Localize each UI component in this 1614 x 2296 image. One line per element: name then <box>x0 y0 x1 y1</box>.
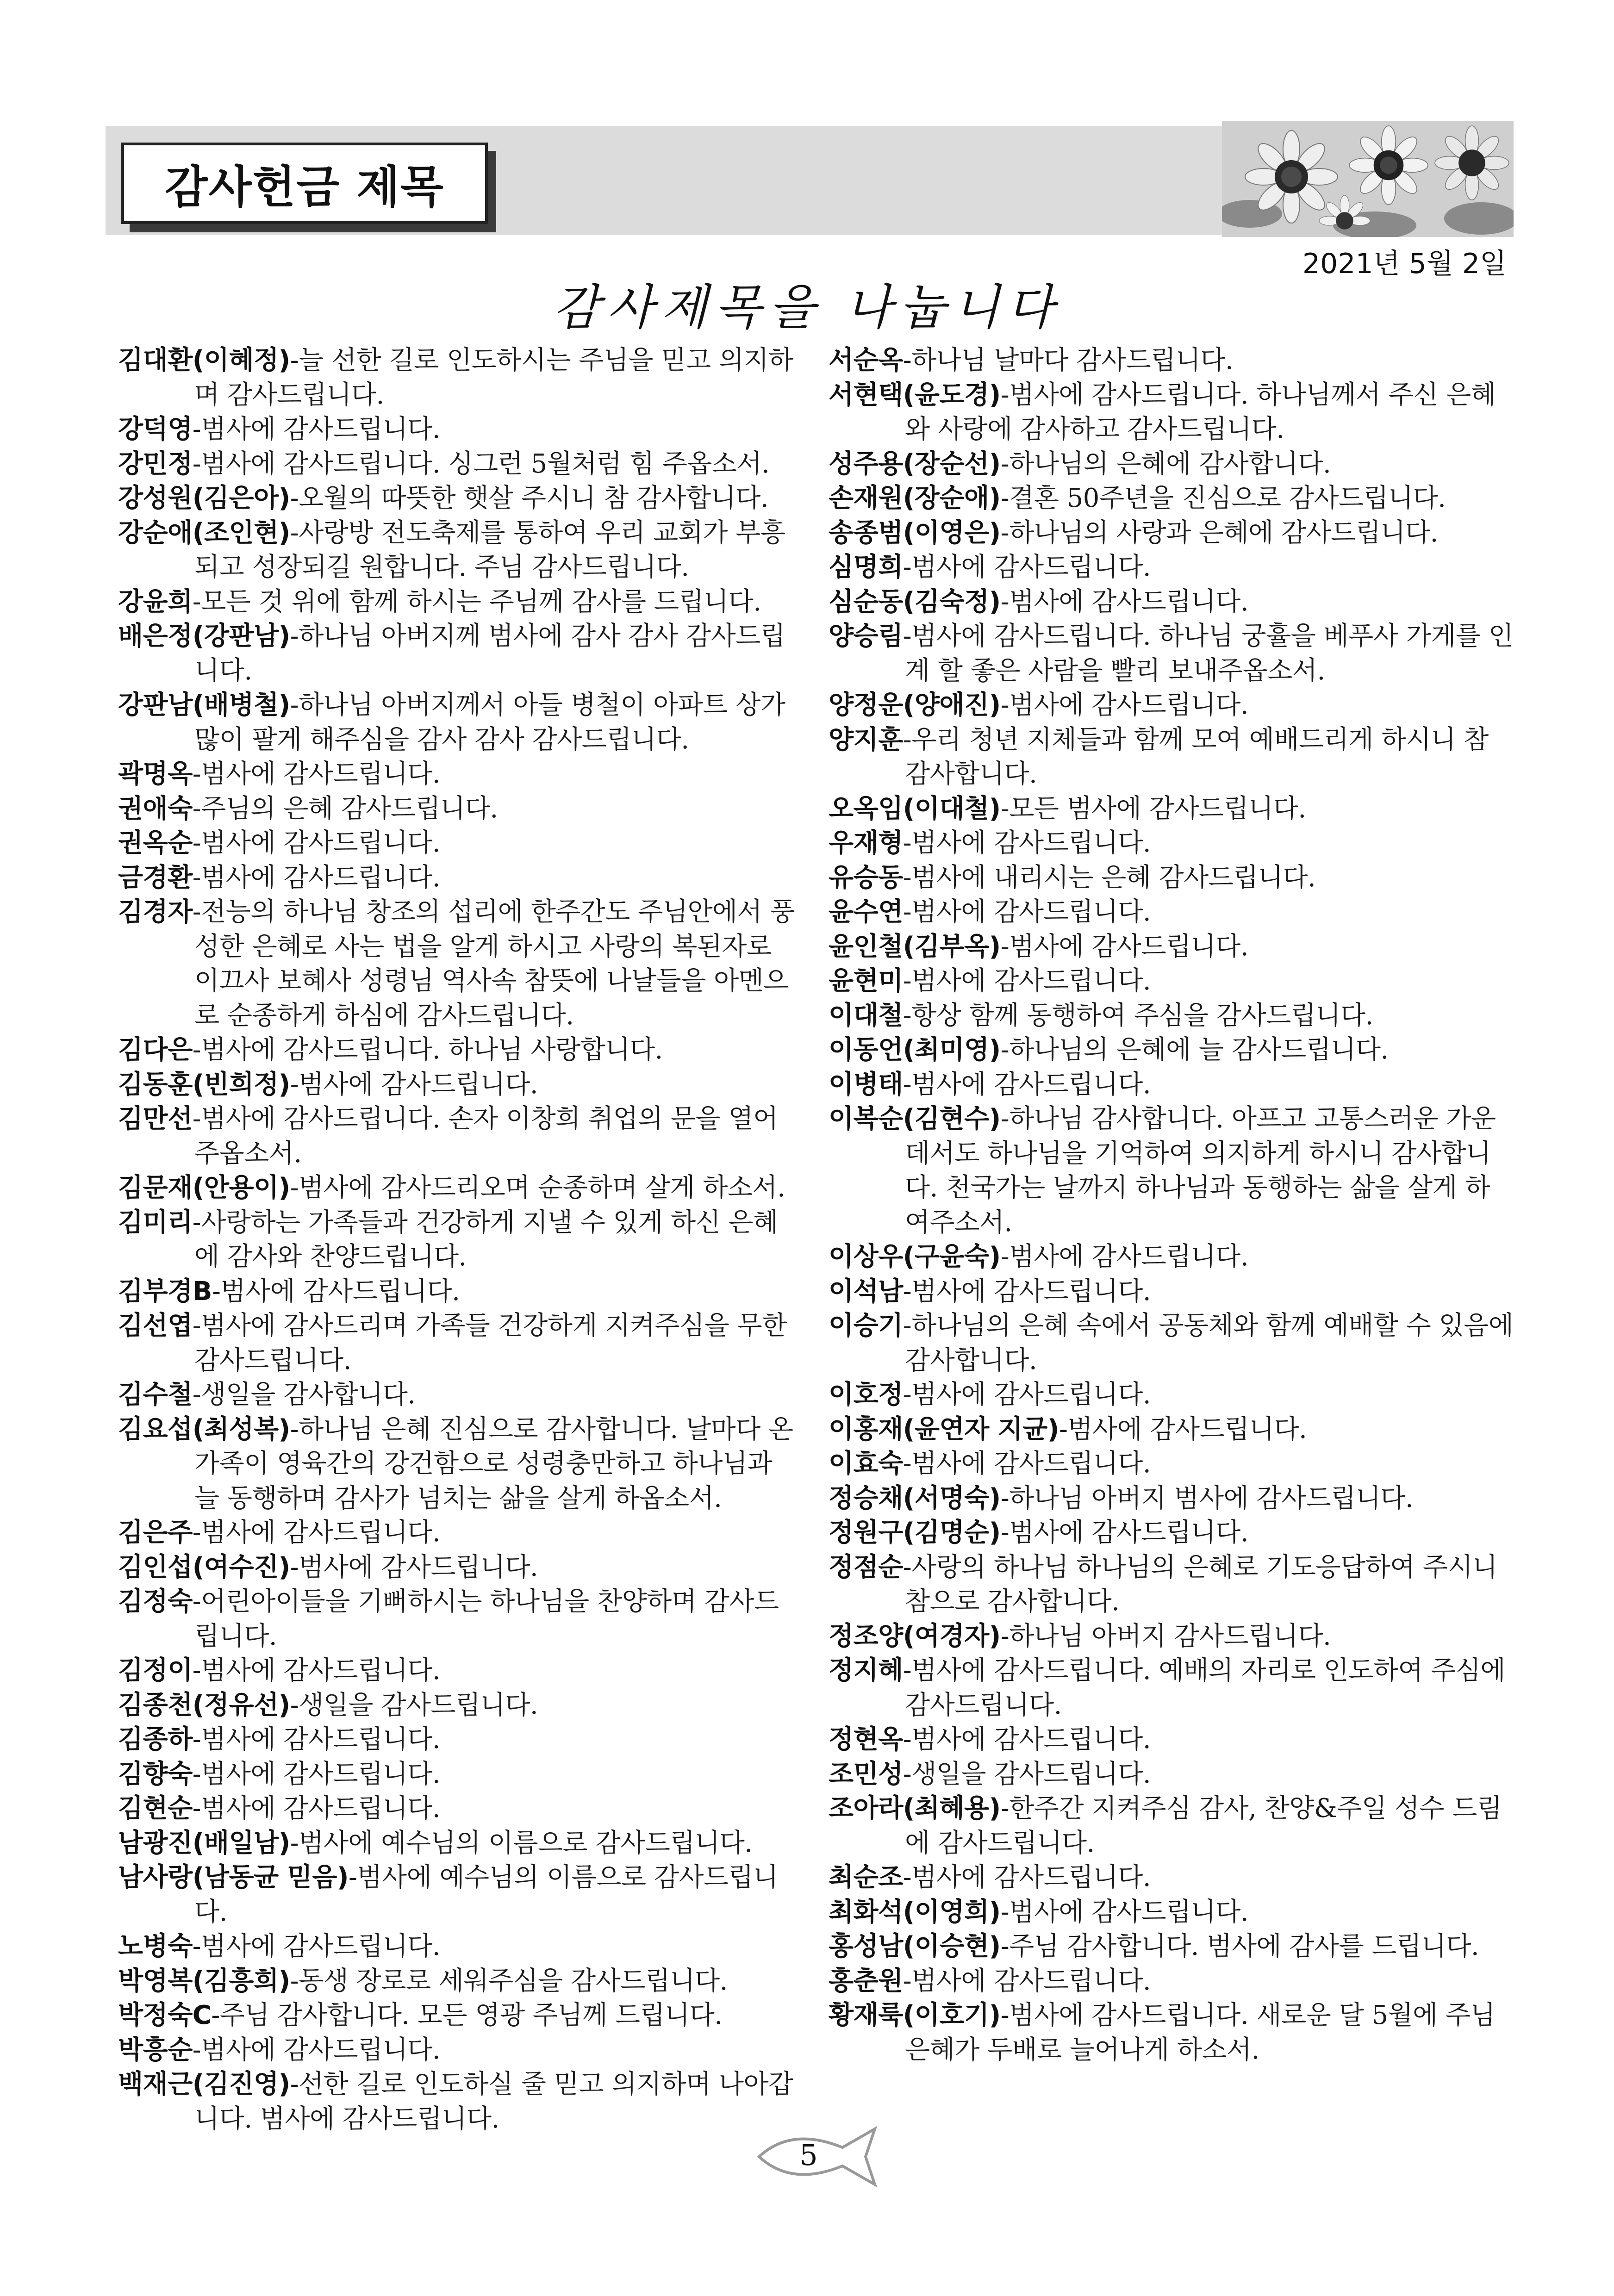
entry-name: 윤인철(김부옥) <box>829 931 1001 962</box>
thanks-entry <box>118 1964 798 1999</box>
entry-name: 김현순 <box>118 1793 193 1823</box>
entry-text: -범사에 감사드립니다. 손자 이창희 취업의 문을 열어주옵소서. <box>192 1104 778 1169</box>
entry-name: 노병숙 <box>118 1931 193 1961</box>
thanks-entry <box>829 1516 1514 1550</box>
thanks-entry <box>118 1585 798 1654</box>
entry-name: 김종천(정유선) <box>118 1690 290 1720</box>
entry-text: -범사에 감사드립니다. <box>903 1380 1151 1410</box>
thanks-entry <box>829 1102 1514 1240</box>
entry-text: -주님 감사합니다. 모든 영광 주님께 드립니다. <box>211 2000 723 2030</box>
entry-text: -범사에 감사드립니다. 새로운 달 5월에 주님 은혜가 두배로 늘어나게 하소서. <box>905 2000 1496 2065</box>
entry-name: 박정숙C <box>118 2000 212 2030</box>
thanks-entry <box>118 343 798 412</box>
entry-name: 김문재(안용이) <box>118 1173 290 1203</box>
entry-name: 강민정 <box>118 448 193 479</box>
entry-name: 김정숙 <box>118 1587 193 1617</box>
entry-text: -범사에 감사드립니다. <box>903 966 1151 996</box>
entry-name: 권애숙 <box>118 793 193 824</box>
entry-text: -범사에 감사드립니다. <box>1000 690 1249 720</box>
entry-name: 윤현미 <box>829 966 903 996</box>
thanks-entry <box>829 1860 1514 1895</box>
entry-text: -생일을 감사드립니다. <box>903 1759 1151 1789</box>
entry-name: 조민성 <box>829 1759 903 1789</box>
thanks-entry <box>829 1309 1514 1378</box>
entry-text: -범사에 예수님의 이름으로 감사드립니다. <box>194 1862 778 1927</box>
entry-name: 이호정 <box>829 1380 903 1410</box>
entry-name: 남사랑(남동균 믿음) <box>118 1862 349 1892</box>
entry-text: -범사에 감사드립니다. <box>1000 1242 1249 1272</box>
entry-name: 심순동(김숙정) <box>829 586 1001 617</box>
thanks-entry <box>829 964 1514 999</box>
entry-name: 이대철 <box>829 1000 903 1031</box>
thanks-entry <box>829 1550 1514 1619</box>
thanks-entry <box>829 481 1514 516</box>
thanks-entry <box>829 1792 1514 1860</box>
entry-text: -범사에 예수님의 이름으로 감사드립니다. <box>290 1828 753 1858</box>
entry-name: 홍춘원 <box>829 1966 903 1996</box>
entry-text: -사랑방 전도축제를 통하여 우리 교회가 부흥되고 성장되길 원합니다. 주님 감사드립니다. <box>194 517 785 582</box>
thanks-entry <box>829 826 1514 861</box>
thanks-entry <box>118 1275 798 1309</box>
thanks-entry <box>118 826 798 861</box>
entry-name: 강성원(김은아) <box>118 483 290 513</box>
thanks-entry <box>829 343 1514 378</box>
entry-name: 이동언(최미영) <box>829 1035 1001 1065</box>
section-title: 감사헌금 제목 <box>165 161 444 213</box>
entry-text: -범사에 감사드립니다. <box>1000 586 1249 617</box>
thanks-entry <box>829 895 1514 930</box>
thanks-entry <box>829 1033 1514 1068</box>
thanks-entry <box>829 550 1514 585</box>
entry-name: 남광진(배일남) <box>118 1828 290 1858</box>
entry-text: -범사에 감사드립니다. <box>1000 931 1249 962</box>
entry-text: -선한 길로 인도하실 줄 믿고 의지하며 나아갑니다. 범사에 감사드립니다. <box>194 2069 793 2134</box>
thanks-entry <box>118 895 798 1033</box>
thanks-entry <box>118 1688 798 1723</box>
thanks-entry <box>118 481 798 516</box>
entry-text: -결혼 50주년을 진심으로 감사드립니다. <box>1000 483 1446 513</box>
section-title-box <box>121 143 488 224</box>
entry-name: 오옥임(이대철) <box>829 793 1001 824</box>
entry-text: -항상 함께 동행하여 주심을 감사드립니다. <box>903 1000 1373 1031</box>
entry-text: -사랑하는 가족들과 건강하게 지낼 수 있게 하신 은혜에 감사와 찬양드립니다. <box>192 1207 778 1272</box>
entry-text: -범사에 감사드립니다. 예배의 자리로 인도하여 주심에 감사드립니다. <box>903 1655 1506 1720</box>
entry-text: -하나님의 은혜에 감사합니다. <box>1000 448 1331 479</box>
entry-text: -하나님 아버지께 범사에 감사 감사 감사드립니다. <box>194 621 785 686</box>
thanks-entry <box>118 412 798 447</box>
entry-text: -사랑의 하나님 하나님의 은혜로 기도응답하여 주시니 참으로 감사합니다. <box>903 1552 1497 1617</box>
thanks-entry <box>829 1654 1514 1723</box>
entry-text: -하나님 아버지 범사에 감사드립니다. <box>1000 1483 1414 1513</box>
entry-name: 김인섭(여수진) <box>118 1552 290 1582</box>
entry-text: -범사에 감사드립니다. <box>192 1724 441 1755</box>
thanks-entry <box>118 1792 798 1826</box>
entry-name: 서순옥 <box>829 345 903 375</box>
thanks-entry <box>118 1171 798 1206</box>
entry-text: -범사에 감사드립니다. <box>290 1069 538 1100</box>
entry-text: -하나님의 은혜에 늘 감사드립니다. <box>1000 1035 1389 1065</box>
thanks-entry <box>118 447 798 482</box>
thanks-entry <box>829 930 1514 964</box>
entry-name: 김정이 <box>118 1655 193 1686</box>
entry-text: -범사에 내리시는 은혜 감사드립니다. <box>903 862 1316 893</box>
entry-text: -하나님의 사랑과 은혜에 감사드립니다. <box>1000 517 1438 548</box>
entry-name: 이승기 <box>829 1311 903 1341</box>
entry-name: 강판남(배병철) <box>118 690 290 720</box>
entry-name: 박흥순 <box>118 2035 193 2065</box>
thanks-entry <box>829 792 1514 827</box>
thanks-entry <box>118 1309 798 1378</box>
entry-text: -하나님 날마다 감사드립니다. <box>903 345 1234 375</box>
entry-text: -범사에 감사드립니다. <box>1059 1414 1307 1444</box>
entry-name: 성주용(장순선) <box>829 448 1001 479</box>
entry-text: -동생 장로로 세워주심을 감사드립니다. <box>290 1966 728 1996</box>
thanks-entry <box>118 688 798 757</box>
entry-name: 이효숙 <box>829 1449 903 1479</box>
entry-text: -범사에 감사드립니다. 싱그런 5월처럼 힘 주옵소서. <box>192 448 770 479</box>
entry-text: -범사에 감사드립니다. <box>192 862 441 893</box>
entry-text: -범사에 감사드립니다. <box>903 1069 1151 1100</box>
entry-name: 심명희 <box>829 552 903 582</box>
thanks-entry <box>829 1895 1514 1930</box>
entry-text: -범사에 감사드립니다. <box>192 1655 441 1686</box>
entry-name: 양지훈 <box>829 724 903 755</box>
entry-text: -범사에 감사드립니다. <box>192 1518 441 1548</box>
thanks-entry <box>118 1757 798 1792</box>
thanks-entry <box>829 1757 1514 1792</box>
entry-name: 김수철 <box>118 1380 193 1410</box>
entry-name: 정현옥 <box>829 1724 903 1755</box>
thanks-entry <box>118 1723 798 1757</box>
entry-text: -범사에 감사드립니다. <box>903 897 1151 927</box>
entry-text: -주님 감사합니다. 범사에 감사를 드립니다. <box>1000 1931 1479 1961</box>
entry-text: -범사에 감사드립니다. <box>1000 1518 1249 1548</box>
entry-name: 정승채(서명숙) <box>829 1483 1001 1513</box>
entry-name: 권옥순 <box>118 828 193 858</box>
entry-name: 김다은 <box>118 1035 193 1065</box>
entry-text: -생일을 감사합니다. <box>192 1380 416 1410</box>
thanks-entry <box>829 861 1514 896</box>
thanks-entry <box>118 1068 798 1102</box>
entry-name: 박영복(김흥희) <box>118 1966 290 1996</box>
thanks-entry <box>118 1826 798 1861</box>
thanks-entry <box>118 1033 798 1068</box>
thanks-entry <box>118 1998 798 2033</box>
thanks-entry <box>118 1654 798 1688</box>
thanks-entry <box>829 723 1514 792</box>
entry-text: -생일을 감사드립니다. <box>290 1690 538 1720</box>
entry-text: -한주간 지켜주심 감사, 찬양&주일 성수 드림에 감사드립니다. <box>905 1793 1502 1858</box>
entry-text: -늘 선한 길로 인도하시는 주님을 믿고 의지하며 감사드립니다. <box>194 345 793 410</box>
entry-text: -모든 범사에 감사드립니다. <box>1000 793 1306 824</box>
thanks-entry <box>118 792 798 827</box>
entry-name: 최화석(이영희) <box>829 1897 1001 1927</box>
entry-name: 정지혜 <box>829 1655 903 1686</box>
entry-text: -하나님 아버지 감사드립니다. <box>1000 1621 1331 1651</box>
entry-text: -범사에 감사드립니다. <box>192 414 441 444</box>
entry-name: 서현택(윤도경) <box>829 380 1001 410</box>
thanks-entry <box>829 1275 1514 1309</box>
entry-text: -범사에 감사드립니다. <box>192 759 441 789</box>
sunflower-bouquet-image <box>1222 121 1514 237</box>
entry-name: 김부경B <box>118 1276 212 1307</box>
entry-name: 김만선 <box>118 1104 193 1134</box>
entry-text: -범사에 감사드립니다. <box>290 1552 538 1582</box>
thanks-entry <box>829 1447 1514 1481</box>
entry-name: 정조양(여경자) <box>829 1621 1001 1651</box>
thanks-entry <box>118 619 798 688</box>
entry-name: 이석남 <box>829 1276 903 1307</box>
entry-name: 손재원(장순애) <box>829 483 1001 513</box>
thanks-entry <box>829 999 1514 1033</box>
entry-text: -범사에 감사드립니다. <box>192 2035 441 2065</box>
entry-name: 홍성남(이승현) <box>829 1931 1001 1961</box>
entry-name: 김선엽 <box>118 1311 193 1341</box>
entry-text: -범사에 감사드립니다. 하나님께서 주신 은혜와 사랑에 감사하고 감사드립니다. <box>905 380 1496 444</box>
thanks-entry <box>829 1998 1514 2067</box>
entry-name: 김경자 <box>118 897 193 927</box>
thanks-entry <box>118 861 798 896</box>
entry-name: 이복순(김현수) <box>829 1104 1001 1134</box>
thanks-entry <box>829 1378 1514 1412</box>
entry-name: 김대환(이혜정) <box>118 345 290 375</box>
entry-name: 백재근(김진영) <box>118 2069 290 2099</box>
entry-name: 이병태 <box>829 1069 903 1100</box>
entry-name: 양승림 <box>829 621 903 651</box>
entry-text: -범사에 감사드립니다. <box>212 1276 460 1307</box>
entry-name: 김미리 <box>118 1207 193 1238</box>
thanks-entry <box>829 1964 1514 1999</box>
thanks-entry <box>118 1860 798 1929</box>
entry-text: -모든 것 위에 함께 하시는 주님께 감사를 드립니다. <box>192 586 761 617</box>
thanks-entry <box>829 378 1514 447</box>
entry-text: -하나님 은혜 진심으로 감사합니다. 날마다 온 가족이 영육간의 강건함으로 성령충만하고 하나님과 늘 동행하며 감사가 넘치는 삶을 살게 하옵소서. <box>194 1414 793 1513</box>
entry-name: 윤수연 <box>829 897 903 927</box>
thanks-entry <box>118 1378 798 1412</box>
thanks-entry <box>829 688 1514 723</box>
entry-text: -범사에 감사드립니다. <box>192 1759 441 1789</box>
entry-name: 곽명옥 <box>118 759 193 789</box>
entry-text: -하나님의 은혜 속에서 공동체와 함께 예배할 수 있음에 감사합니다. <box>903 1311 1514 1375</box>
entry-name: 정원구(김명순) <box>829 1518 1001 1548</box>
thanks-entry <box>118 1102 798 1171</box>
thanks-entry <box>829 585 1514 620</box>
entry-name: 김동훈(빈희정) <box>118 1069 290 1100</box>
entry-name: 우재형 <box>829 828 903 858</box>
thanks-entry <box>118 1206 798 1275</box>
entry-text: -하나님 아버지께서 아들 병철이 아파트 상가 많이 팔게 해주심을 감사 감사 감사드립니다. <box>194 690 785 755</box>
entry-text: -범사에 감사드립니다. <box>903 552 1151 582</box>
entry-text: -어린아이들을 기뻐하시는 하나님을 찬양하며 감사드립니다. <box>192 1587 779 1651</box>
entry-text: -범사에 감사드립니다. <box>192 1931 441 1961</box>
entry-text: -하나님 감사합니다. 아프고 고통스러운 가운데서도 하나님을 기억하여 의지하게 하시니 감사합니다. 천국가는 날까지 하나님과 동행하는 삶을 살게 하여주소서. <box>905 1104 1496 1238</box>
bulletin-date: 2021년 5월 2일 <box>1302 248 1507 280</box>
entry-name: 배은정(강판남) <box>118 621 290 651</box>
thanks-entry <box>118 585 798 620</box>
entry-text: -범사에 감사드립니다. 하나님 사랑합니다. <box>192 1035 663 1065</box>
entry-text: -범사에 감사드립니다. <box>903 1966 1151 1996</box>
entry-text: -전능의 하나님 창조의 섭리에 한주간도 주님안에서 풍성한 은혜로 사는 법을 알게 하시고 사랑의 복된자로 이끄사 보혜사 성령님 역사속 참뜻에 나날들을 아멘으로 순종하게 하심에 감사드립니다. <box>192 897 795 1031</box>
entry-name: 송종범(이영은) <box>829 517 1001 548</box>
thanks-entry <box>829 1412 1514 1447</box>
entry-name: 김향숙 <box>118 1759 193 1789</box>
thanks-entry <box>829 619 1514 688</box>
thanks-entry <box>118 1412 798 1516</box>
entry-text: -범사에 감사드립니다. <box>192 828 441 858</box>
thanks-entry <box>829 1068 1514 1102</box>
entry-name: 황재룩(이호기) <box>829 2000 1001 2030</box>
entry-name: 강순애(조인현) <box>118 517 290 548</box>
right-column <box>829 343 1514 2067</box>
thanks-entry <box>829 516 1514 551</box>
entry-name: 최순조 <box>829 1862 903 1892</box>
entry-name: 이홍재(윤연자 지균) <box>829 1414 1059 1444</box>
entry-name: 강윤희 <box>118 586 193 617</box>
thanks-entry <box>118 2067 798 2136</box>
entry-name: 조아라(최혜용) <box>829 1793 1001 1823</box>
thanks-entry <box>118 757 798 792</box>
entry-text: -범사에 감사드리며 가족들 건강하게 지켜주심을 무한 감사드립니다. <box>192 1311 787 1375</box>
thanks-entry <box>118 1516 798 1550</box>
entry-text: -범사에 감사드립니다. <box>903 1724 1151 1755</box>
entry-text: -오월의 따뜻한 햇살 주시니 참 감사합니다. <box>290 483 769 513</box>
subtitle-heading: 감사제목을 나눕니다 <box>553 279 1061 336</box>
entry-name: 김은주 <box>118 1518 193 1548</box>
entry-text: -범사에 감사드립니다. <box>1000 1897 1249 1927</box>
entry-text: -범사에 감사드립니다. <box>903 828 1151 858</box>
thanks-entry <box>118 2033 798 2068</box>
page-number: 5 <box>799 2138 818 2172</box>
entry-text: -범사에 감사드립니다. <box>903 1862 1151 1892</box>
entry-text: -범사에 감사드립니다. <box>903 1276 1151 1307</box>
entry-name: 정점순 <box>829 1552 903 1582</box>
thanks-entry <box>829 1240 1514 1275</box>
thanks-entry <box>829 1481 1514 1516</box>
thanks-entry <box>829 1619 1514 1654</box>
thanks-entry <box>118 516 798 585</box>
entry-text: -범사에 감사드립니다. <box>903 1449 1151 1479</box>
thanks-entry <box>118 1550 798 1585</box>
entry-name: 유승동 <box>829 862 903 893</box>
entry-name: 양정운(양애진) <box>829 690 1001 720</box>
entry-text: -범사에 감사드립니다. <box>192 1793 441 1823</box>
thanks-entry <box>829 1723 1514 1757</box>
entry-text: -범사에 감사드리오며 순종하며 살게 하소서. <box>290 1173 785 1203</box>
entry-text: -범사에 감사드립니다. 하나님 궁휼을 베푸사 가게를 인계 할 좋은 사람을 빨리 보내주옵소서. <box>903 621 1514 686</box>
entry-text: -우리 청년 지체들과 함께 모여 예배드리게 하시니 참 감사합니다. <box>903 724 1489 789</box>
left-column <box>118 343 798 2136</box>
entry-name: 김종하 <box>118 1724 193 1755</box>
entry-name: 강덕영 <box>118 414 193 444</box>
entry-name: 김요섭(최성복) <box>118 1414 290 1444</box>
entry-text: -주님의 은혜 감사드립니다. <box>192 793 498 824</box>
thanks-entry <box>829 447 1514 482</box>
thanks-entry <box>118 1929 798 1964</box>
entry-name: 금경환 <box>118 862 193 893</box>
thanks-entry <box>829 1929 1514 1964</box>
entry-name: 이상우(구윤숙) <box>829 1242 1001 1272</box>
